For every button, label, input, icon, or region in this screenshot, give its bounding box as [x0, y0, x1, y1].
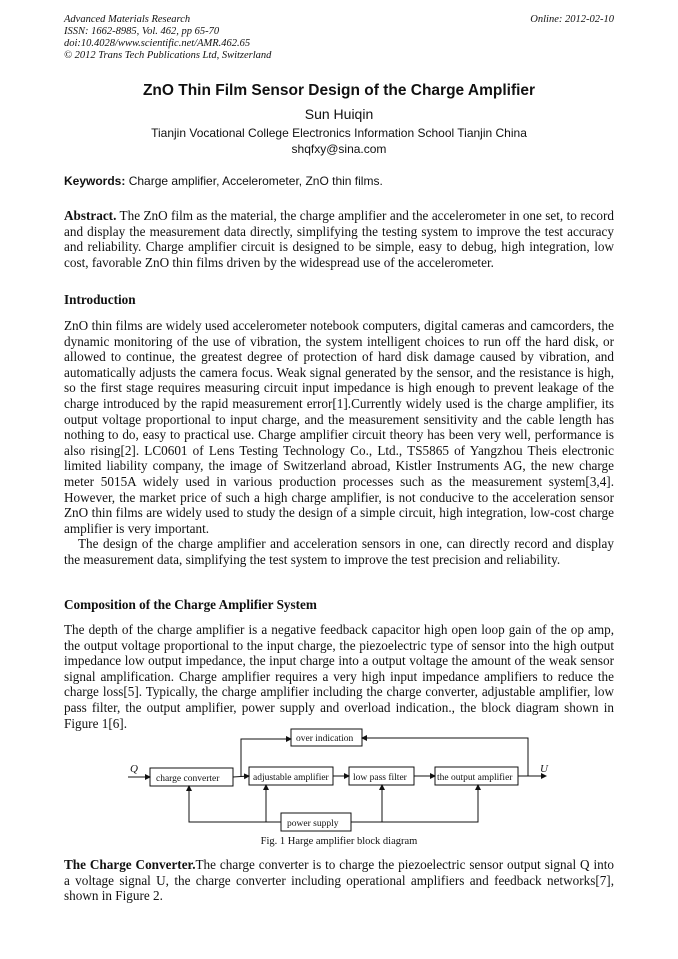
introduction-heading: Introduction [64, 292, 136, 307]
online-date: Online: 2012-02-10 [530, 14, 614, 25]
email: shqfxy@sina.com [291, 142, 387, 156]
copyright: © 2012 Trans Tech Publications Ltd, Switzerland [64, 50, 272, 61]
feedback-arrow [362, 738, 528, 776]
keywords-text: Charge amplifier, Accelerometer, ZnO thin films. [125, 174, 383, 188]
output-label: U [540, 763, 548, 775]
charge-converter-label: The Charge Converter. [64, 857, 196, 872]
composition-paragraph-1: The depth of the charge amplifier is a negative feedback capacitor high open loop gain of the op amp, the output voltage proportional to the input charge, the piezoelectric type of sensor into the high output impedance low output impedance, the input charge into a output voltage the amount of the weak sensor signal amplification. Charge amplifier requires a very high input impedance amplifiers to reduce the charge loss[5]. Typically, the charge amplifier including the charge converter, adjustable amplifier, low pass filter, the output amplifier, power supply and overload indication., the block diagram shown in Figure 1[6]. [64, 622, 614, 731]
figure-caption: Fig. 1 Harge amplifier block diagram [260, 836, 418, 847]
arrow [351, 785, 478, 822]
issn: ISSN: 1662-8985, Vol. 462, pp 65-70 [64, 26, 220, 37]
doi: doi:10.4028/www.scientific.net/AMR.462.65 [64, 38, 251, 49]
charge-converter-text: The charge converter is to charge the piezoelectric sensor output signal Q into a voltage signal U, the charge converter including operational amplifiers and feedback networks[7], shown in Figure 2. [64, 857, 614, 904]
input-label: Q [130, 763, 138, 775]
affiliation: Tianjin Vocational College Electronics Information School Tianjin China [151, 126, 527, 140]
low-pass-filter-label: low pass filter [353, 773, 407, 783]
over-indication-label: over indication [296, 734, 354, 744]
paper-title: ZnO Thin Film Sensor Design of the Charge Amplifier [142, 82, 536, 99]
introduction-paragraph-2: The design of the charge amplifier and acceleration sensors in one, can directly record and display the measurement data, simplifying the test system to improve the test precision and reliability. [64, 536, 614, 567]
introduction-paragraph-1: ZnO thin films are widely used accelerometer notebook computers, digital cameras and camcorders, the dynamic monitoring of the use of vibration, the system intelligent choices to run off the hard disk, or allowed to continue, the greatest degree of protection of hard disk damage caused by vibration, and automatically adjusts the camera focus. Weak signal generated by the sensor, and the resistance is high, so the first stage requires measuring circuit input impedance is high enough to prevent leakage of the charge introduced by the rapid measurement error[1].Currently widely used is the charge amplifier, its output voltage proportional to input charge, and the measurement sensitivity and the cable length has nothing to do, easy to practical use. Charge amplifier circuit theory has been very well, performance is also rising[2]. LC0601 of Lens Testing Technology Co., Ltd., TS5865 of Yangzhou Theis electronic limited liability company, the image of Switzerland abroad, Kistler Instruments AG, the new charge meter 5015A widely used in various production processes such as the measurement system[3,4]. However, the market price of such a high charge amplifier, is not conducive to the acceleration sensor ZnO thin films are widely used to study the design of a simple circuit, high integration, low-cost charge amplifier is very important. [64, 318, 614, 536]
adjustable-amplifier-label: adjustable amplifier [253, 773, 329, 783]
author: Sun Huiqin [304, 106, 374, 122]
abstract-text: The ZnO film as the material, the charge amplifier and the accelerometer in one set, to record and display the measurement data directly, simplifying the testing system to improve the test accuracy and reliability. Charge amplifier circuit is designed to be simple, easy to debug, high integration, low cost, favorable ZnO thin films driven by the widespread use of the accelerometer. [64, 208, 614, 270]
abstract-label: Abstract. [64, 208, 117, 223]
arrow [189, 786, 281, 822]
journal-name: Advanced Materials Research [64, 14, 191, 25]
composition-heading: Composition of the Charge Amplifier System [64, 597, 317, 612]
power-supply-label: power supply [287, 819, 339, 829]
charge-converter-section [64, 857, 614, 904]
keywords-label: Keywords: [64, 174, 126, 188]
output-amplifier-label: the output amplifier [437, 773, 513, 783]
charge-converter-label: charge converter [156, 774, 220, 784]
